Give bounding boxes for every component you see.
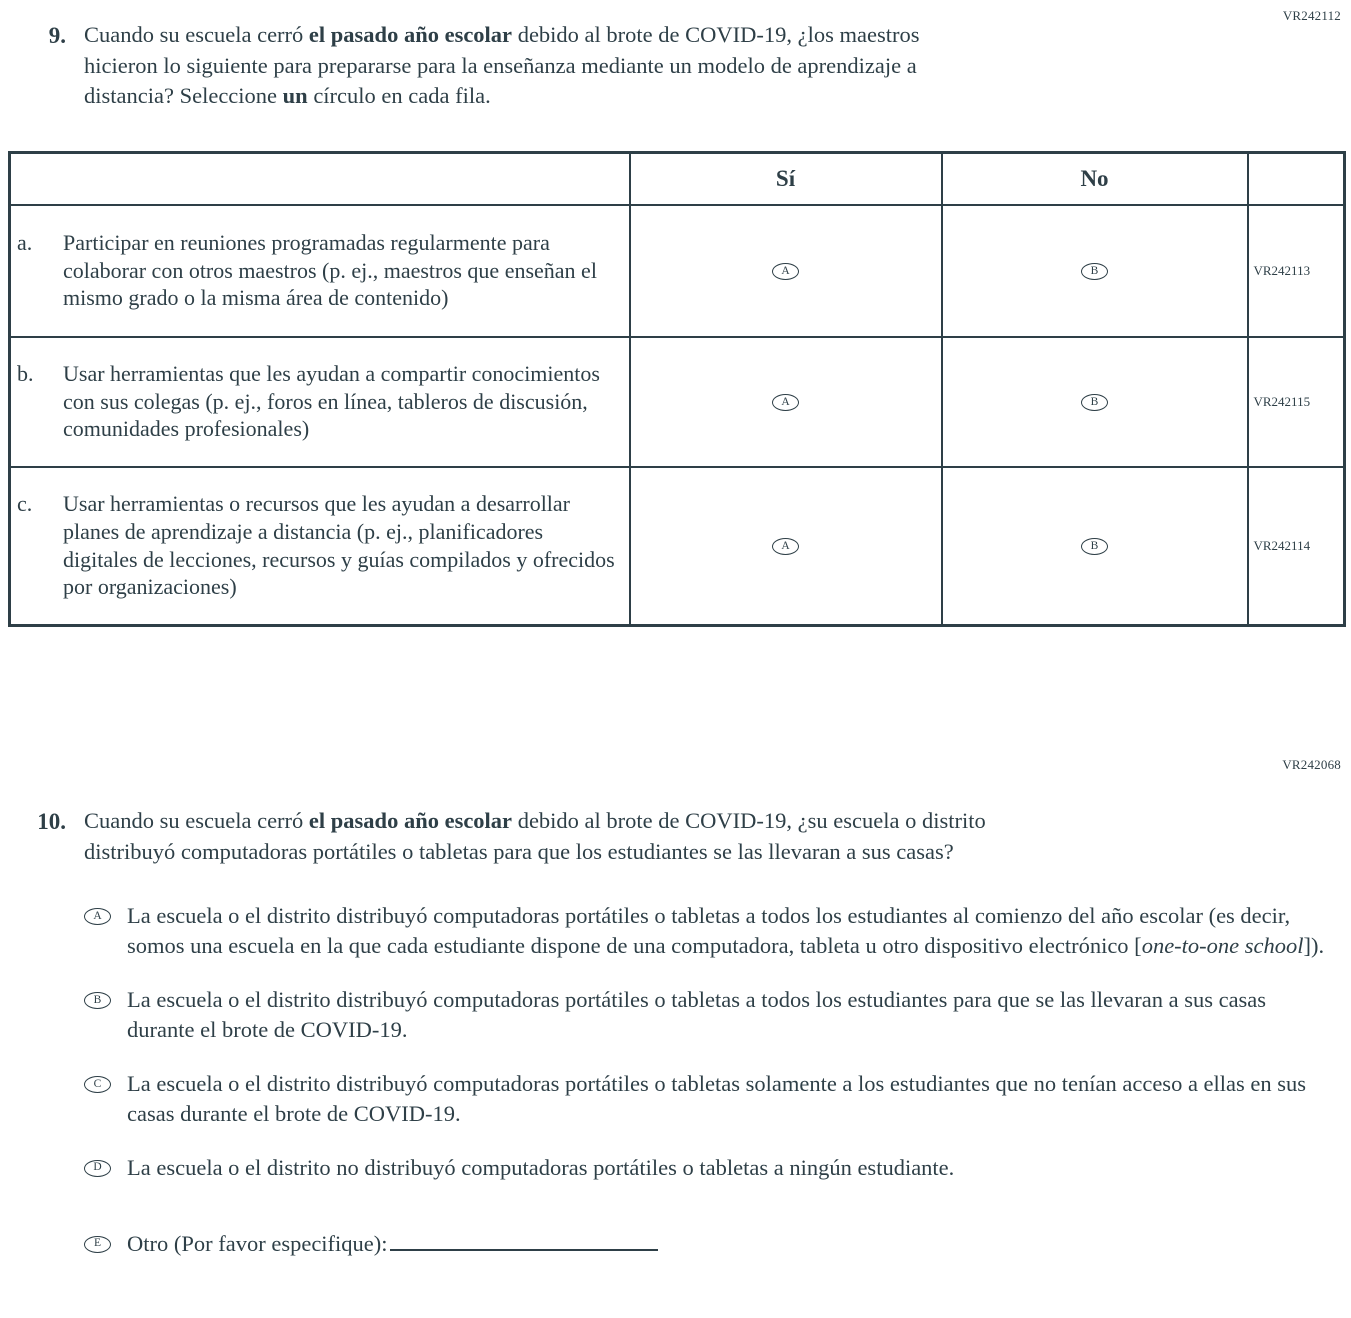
question-10-text [84, 806, 1034, 867]
table-row [10, 205, 1345, 337]
question-10-number: 10. [37, 809, 66, 834]
q9-stem-part-3: círculo en cada fila. [307, 83, 491, 109]
row-c-no-bubble[interactable]: B [1081, 538, 1108, 555]
option-d-text: La escuela o el distrito no distribuyó computadoras portátiles o tabletas a ningún estudiante. [127, 1154, 955, 1180]
table-row [10, 337, 1345, 467]
row-b-text: Usar herramientas que les ayudan a compartir conocimientos con sus colegas (p. ej., foros en línea, tableros de discusión, comunidades profesionales) [63, 360, 600, 442]
option-d-bubble[interactable]: D [84, 1160, 111, 1177]
column-header-no: No [942, 153, 1248, 205]
option-a-text-part-2: ]). [1303, 933, 1325, 959]
option-a-bubble[interactable]: A [84, 908, 111, 925]
row-b-yes-bubble[interactable]: A [772, 394, 799, 411]
row-c-text: Usar herramientas o recursos que les ayudan a desarrollar planes de aprendizaje a distancia (p. ej., planificadores digitales de lecciones, recursos y guías compilados y ofrecidos por organizaciones) [63, 491, 615, 600]
form-code-q9: VR242112 [1282, 8, 1341, 23]
specify-blank-line[interactable] [390, 1249, 658, 1251]
q10-option-b[interactable] [84, 985, 1345, 1045]
option-a-text-italic: one-to-one school [1141, 933, 1304, 959]
q10-option-a[interactable] [84, 901, 1345, 961]
q9-stem-bold-2: un [282, 83, 308, 109]
q10-stem-part-2: debido al brote de COVID-19, ¿su escuela o distrito distribuyó computadoras portátiles o tabletas para que los estudiantes se las llevaran a sus casas? [84, 808, 986, 864]
row-b-code: VR242115 [1248, 337, 1345, 467]
option-e-text [127, 1229, 658, 1259]
row-a-statement-cell [10, 205, 630, 337]
table-header-row [10, 153, 1345, 205]
row-c-letter: c. [17, 491, 33, 517]
q10-option-d[interactable] [84, 1153, 1345, 1183]
row-b-no-bubble[interactable]: B [1081, 394, 1108, 411]
row-b-yes-cell [630, 337, 942, 467]
option-c-text: La escuela o el distrito distribuyó computadoras portátiles o tabletas solamente a los estudiantes que no tenían acceso a ellas en sus casas durante el brote de COVID-19. [127, 1070, 1307, 1126]
row-a-code: VR242113 [1248, 205, 1345, 337]
option-e-bubble[interactable]: E [84, 1236, 111, 1253]
column-header-yes: Sí [630, 153, 942, 205]
row-c-code: VR242114 [1248, 467, 1345, 626]
q10-stem-part-1: Cuando su escuela cerró [84, 808, 309, 833]
question-9 [0, 20, 1010, 112]
option-c-bubble[interactable]: C [84, 1076, 111, 1093]
option-b-bubble[interactable]: B [84, 992, 111, 1009]
q10-option-e[interactable] [84, 1229, 1345, 1259]
row-a-yes-bubble[interactable]: A [772, 263, 799, 280]
question-9-number: 9. [48, 23, 66, 48]
row-b-statement-cell [10, 337, 630, 467]
row-a-no-cell [942, 205, 1248, 337]
row-a-text: Participar en reuniones programadas regularmente para colaborar con otros maestros (p. ej., maestros que enseñan el mismo grado o la misma área de contenido) [63, 229, 597, 311]
option-a-text-part-1: La escuela o el distrito distribuyó computadoras portátiles o tabletas a todos los estudiantes al comienzo del año escolar (es decir, somos una escuela en la que cada estudiante dispone de una computadora, tableta u otro dispositivo electrónico [ [127, 903, 1291, 959]
question-10 [0, 806, 1345, 1259]
row-a-letter: a. [17, 229, 33, 255]
option-b-text: La escuela o el distrito distribuyó computadoras portátiles o tabletas a todos los estudiantes para que se las llevaran a sus casas durante el brote de COVID-19. [127, 987, 1267, 1042]
q9-stem-bold-1: el pasado año escolar [308, 22, 513, 47]
row-a-yes-cell [630, 205, 942, 337]
row-c-no-cell [942, 467, 1248, 626]
option-e-label: Otro (Por favor especifique): [127, 1230, 388, 1256]
form-code-q10: VR242068 [1282, 757, 1341, 772]
table-row [10, 467, 1345, 626]
q10-stem-bold-1: el pasado año escolar [308, 808, 513, 833]
q10-option-c[interactable] [84, 1069, 1345, 1129]
question-9-text [84, 20, 989, 112]
q9-stem-part-2: debido al brote de COVID-19, ¿los maestros hicieron lo siguiente para prepararse para la enseñanza mediante un modelo de aprendizaje a distancia? Seleccione [84, 22, 920, 109]
header-empty-cell [10, 153, 630, 205]
row-c-statement-cell [10, 467, 630, 626]
row-c-yes-cell [630, 467, 942, 626]
row-b-no-cell [942, 337, 1248, 467]
header-code-cell [1248, 153, 1345, 205]
q9-answer-table [8, 151, 1346, 627]
row-c-yes-bubble[interactable]: A [772, 538, 799, 555]
row-a-no-bubble[interactable]: B [1081, 263, 1108, 280]
q9-stem-part-1: Cuando su escuela cerró [84, 22, 309, 47]
row-b-letter: b. [17, 360, 34, 386]
option-a-text [127, 901, 1337, 961]
